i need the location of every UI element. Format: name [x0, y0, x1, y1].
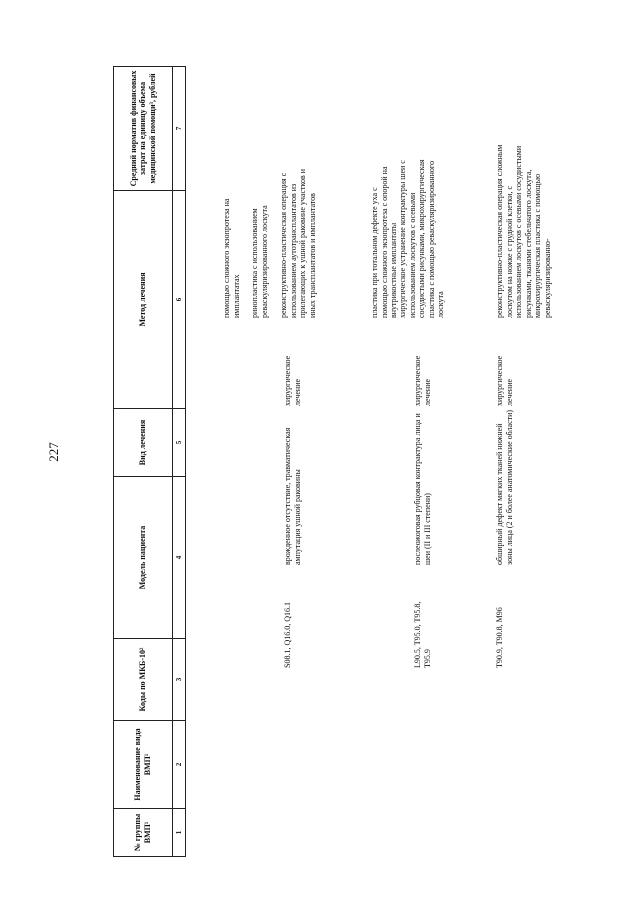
column-number: 3 [173, 639, 186, 721]
row0-method-0: помощью сложного экзопротеза на имплантатах [222, 198, 241, 318]
column-number-row [173, 67, 186, 857]
row3-treatment: хирургическое лечение [495, 355, 514, 406]
header-cost-standard: Средний норматив финансовых затрат на единицу объема медицинской помощи³, рублей [114, 67, 173, 191]
row3-model: обширный дефект мягких тканей нижней зоны лица (2 и более анатомические области) [495, 409, 514, 565]
row2-model: послеожоговая рубцовая контрактура лица и шеи (II и III степени) [413, 413, 432, 565]
row1-model: врожденное отсутствие, травматическая ампутация ушной раковины [283, 427, 302, 565]
column-number: 6 [173, 191, 186, 409]
row1-treatment: хирургическое лечение [283, 355, 302, 406]
row1-method-0: пластика при тотальном дефекте уха с помощью сложного экзопротеза с опорой на внутрикостные имплантаты [370, 166, 398, 318]
page-number: 227 [46, 442, 61, 462]
column-number: 4 [173, 477, 186, 639]
header-group-number: № группы ВМП¹ [114, 809, 173, 857]
row0-method-2: реконструктивно-пластическая операция с использованием аутотрансплантатов из прилегающих к ушной раковине участков и иных трансплантатов и имплантатов [279, 168, 317, 318]
row2-method-0: хирургическое устранение контрактуры шеи с использованием лоскутов с осевыми сосудистыми рисунками, микрохирургическая пластика с помощью реваскуляризированного лоскута [398, 159, 445, 318]
column-number: 1 [173, 809, 186, 857]
row1-codes: S08.1, Q16.0, Q16.1 [283, 601, 292, 668]
column-number: 2 [173, 721, 186, 809]
rotated-table-canvas [113, 67, 213, 857]
column-number: 5 [173, 409, 186, 477]
row2-codes: L90.5, T95.0, T95.8, T95.9 [413, 601, 432, 668]
row2-treatment: хирургическое лечение [413, 355, 432, 406]
column-number: 7 [173, 67, 186, 191]
row3-codes: T90.9, T90.8, M96 [495, 607, 504, 668]
row0-method-1: ринопластика с использованием реваскуляризированного лоскута [250, 205, 269, 318]
header-treatment-method: Метод лечения [114, 191, 173, 409]
header-row [114, 67, 173, 857]
header-treatment-type: Вид лечения [114, 409, 173, 477]
header-vmp-name: Наименование вида ВМП¹ [114, 721, 173, 809]
treatment-table [113, 66, 186, 857]
header-patient-model: Модель пациента [114, 477, 173, 639]
row3-method-0: реконструктивно-пластическая операция сложным лоскутом на ножке с грудной клетки, с использованием лоскутов с осевыми сосудистыми рисунками, тканями стебельчатого лоскута, микрохирургическая пластика с помощью реваскуляризированно- [495, 144, 552, 318]
header-icd-codes: Коды по МКБ-10² [114, 639, 173, 721]
